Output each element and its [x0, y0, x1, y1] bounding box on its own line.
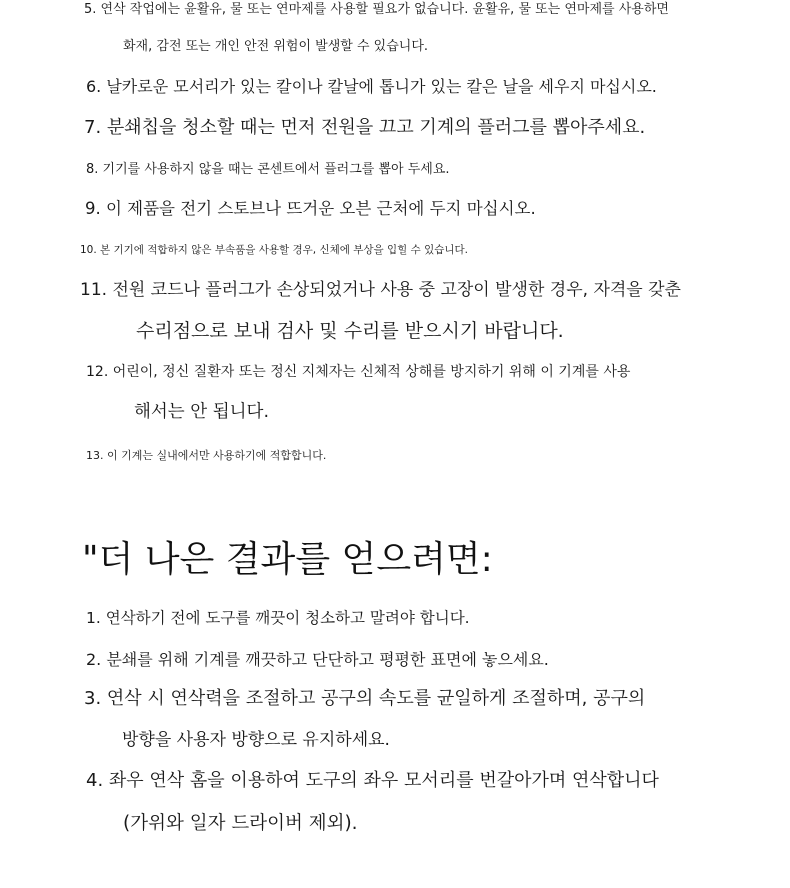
tip-item-2: 2. 분쇄를 위해 기계를 깨끗하고 단단하고 평평한 표면에 놓으세요.: [86, 650, 549, 669]
safety-item-11-line-2: 수리점으로 보내 검사 및 수리를 받으시기 바랍니다.: [136, 320, 564, 342]
section-heading: "더 나은 결과를 얻으려면:: [82, 539, 493, 580]
tip-item-3-line-1: 3. 연삭 시 연삭력을 조절하고 공구의 속도를 균일하게 조절하며, 공구의: [84, 688, 646, 709]
safety-item-12-line-2: 해서는 안 됩니다.: [134, 402, 270, 422]
tip-item-1: 1. 연삭하기 전에 도구를 깨끗이 청소하고 말려야 합니다.: [86, 609, 470, 627]
safety-item-9: 9. 이 제품을 전기 스토브나 뜨거운 오븐 근처에 두지 마십시오.: [85, 199, 536, 218]
tip-item-3-line-2: 방향을 사용자 방향으로 유지하세요.: [122, 730, 390, 750]
safety-item-11-line-1: 11. 전원 코드나 플러그가 손상되었거나 사용 중 고장이 발생한 경우, 자격을 갖춘: [80, 280, 681, 300]
safety-item-5-line-2: 화재, 감전 또는 개인 안전 위험이 발생할 수 있습니다.: [123, 39, 429, 54]
tip-item-4-line-2: (가위와 일자 드라이버 제외).: [123, 813, 358, 834]
safety-item-5-line-1: 5. 연삭 작업에는 윤활유, 물 또는 연마제를 사용할 필요가 없습니다. 윤활유, 물 또는 연마제를 사용하면: [84, 2, 669, 17]
safety-item-8: 8. 기기를 사용하지 않을 때는 콘센트에서 플러그를 뽑아 두세요.: [86, 162, 450, 177]
safety-item-12-line-1: 12. 어린이, 정신 질환자 또는 정신 지체자는 신체적 상해를 방지하기 위해 이 기계를 사용: [86, 364, 631, 380]
safety-item-6: 6. 날카로운 모서리가 있는 칼이나 칼날에 톱니가 있는 칼은 날을 세우지 마십시오.: [86, 77, 657, 96]
safety-item-7: 7. 분쇄칩을 청소할 때는 먼저 전원을 끄고 기계의 플러그를 뽑아주세요.: [84, 117, 646, 138]
safety-item-10: 10. 본 기기에 적합하지 않은 부속품을 사용할 경우, 신체에 부상을 입힐 수 있습니다.: [80, 244, 469, 256]
safety-item-13: 13. 이 기계는 실내에서만 사용하기에 적합합니다.: [86, 449, 327, 462]
tip-item-4-line-1: 4. 좌우 연삭 홈을 이용하여 도구의 좌우 모서리를 번갈아가며 연삭합니다: [86, 770, 659, 791]
